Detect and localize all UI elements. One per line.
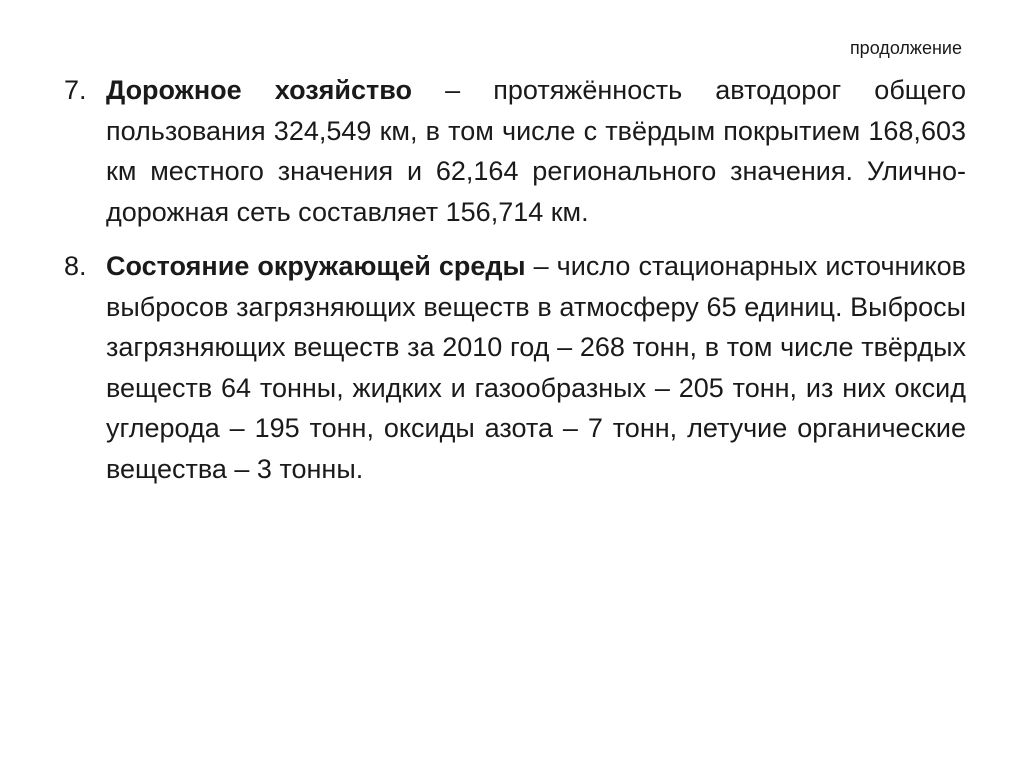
content-list xyxy=(64,70,966,503)
list-item-environment xyxy=(64,246,966,489)
continuation-label: продолжение xyxy=(849,38,962,58)
item-body: – протяжённость автодорог общего пользования 324,549 км, в том числе с твёрдым покрытием 168,603 км местного значения и 62,164 регионального значения. Улично-дорожная сеть составляет 156,714 км. xyxy=(106,75,966,227)
item-text xyxy=(106,70,966,232)
item-number: 7. xyxy=(64,75,87,105)
item-text xyxy=(106,246,966,489)
item-heading: Дорожное хозяйство xyxy=(106,75,412,105)
item-number: 8. xyxy=(64,251,87,281)
item-heading: Состояние окружающей среды xyxy=(106,251,526,281)
item-body: – число стационарных источников выбросов загрязняющих веществ в атмосферу 65 единиц. Выбросы загрязняющих веществ за 2010 год – 268 тонн, в том числе твёрдых веществ 64 тонны, жидких и газообразных – 205 тонн, из них оксид углерода – 195 тонн, оксиды азота – 7 тонн, летучие органические вещества – 3 тонны. xyxy=(106,251,966,484)
list-item-road-infrastructure xyxy=(64,70,966,232)
